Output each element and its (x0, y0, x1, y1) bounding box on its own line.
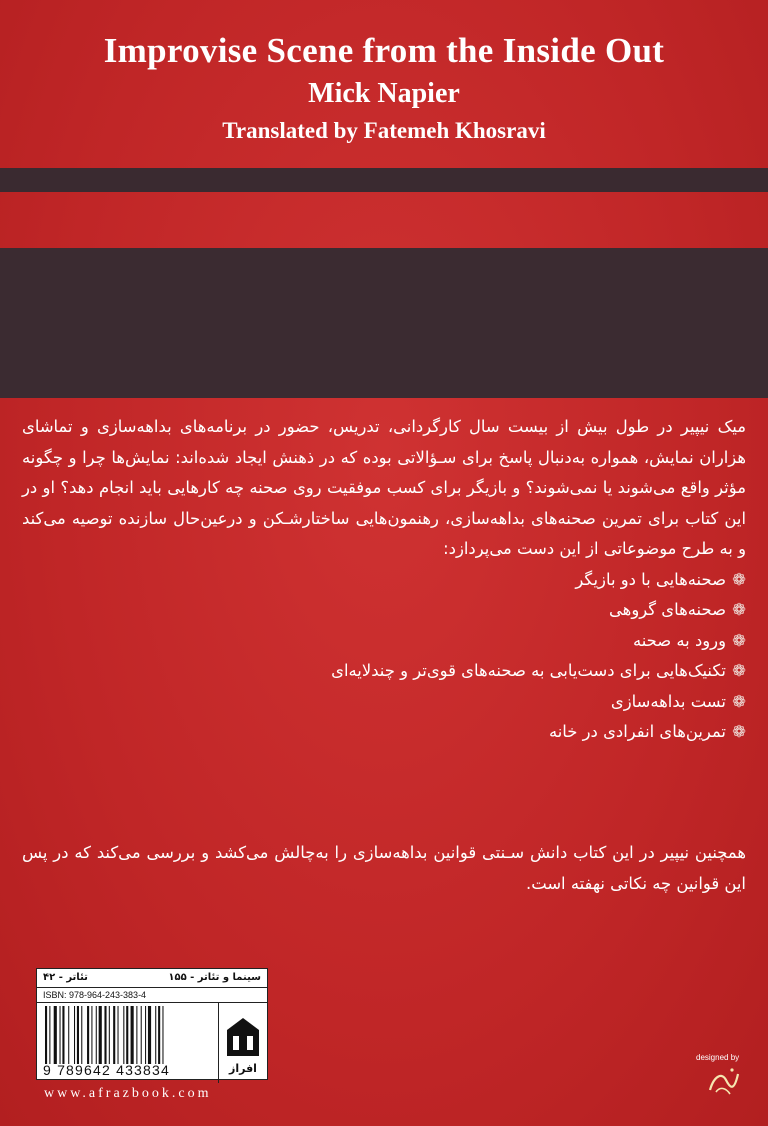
book-title: Improvise Scene from the Inside Out (103, 31, 665, 70)
series-label: سینما و تئاتر - ۱۵۵ (168, 972, 261, 983)
blurb-intro: میک نیپیر در طول بیش از بیست سال کارگردانی، تدریس، حضور در برنامه‌های بداهه‌سازی و تماشای هزاران نمایش، همواره به‌دنبال پاسخ برای سـؤالاتی بوده که در ذهنش ایجاد شده‌اند: نمایش‌ها چرا و چگونه مؤثر واقع می‌شوند یا نمی‌شوند؟ و بازیگر برای کسب موفقیت روی صحنه چه کارهایی باید انجام دهد؟ او در این کتاب برای تمرین صحنه‌های بداهه‌سازی، رهنمون‌هایی ساختارشـکن و درعین‌حال سازنده توصیه می‌کند و به طرح موضوعاتی از این دست می‌پردازد: (22, 417, 746, 558)
publisher-logo-text: افراز (229, 1062, 257, 1075)
designed-by-label: designed by (696, 1053, 740, 1062)
decorative-stripe-wide (0, 248, 768, 398)
isbn-text: ISBN: 978-964-243-383-4 (37, 988, 267, 1003)
closing-paragraph: همچنین نیپیر در این کتاب دانش سـنتی قوانین بداهه‌سازی را به‌چالش می‌کشد و بررسی می‌کند که در پس این قوانین چه نکاتی نهفته است. (22, 843, 746, 893)
flower-bullet-icon: ❁ (732, 569, 746, 589)
subseries-label: تئاتر - ۴۲ (43, 972, 88, 983)
barcode-bars-area (37, 1003, 218, 1083)
author-name: Mick Napier (308, 78, 460, 109)
flower-bullet-icon: ❁ (732, 630, 746, 650)
barcode-digits: 9 789642 433834 (43, 1062, 170, 1078)
flower-bullet-icon: ❁ (732, 722, 746, 741)
publisher-logo (218, 1003, 267, 1083)
blurb-closing (22, 838, 746, 899)
list-item: ❁صحنه‌هایی با دو بازیگر (22, 565, 746, 596)
title-block (0, 28, 768, 148)
list-item: ❁ورود به صحنه (22, 626, 746, 657)
designer-signature-icon (704, 1062, 744, 1102)
barcode-icon (43, 1006, 203, 1064)
series-row (37, 969, 267, 988)
flower-bullet-icon: ❁ (732, 691, 746, 711)
barcode-main (37, 1003, 267, 1083)
list-item: ❁تست بداهه‌سازی (22, 687, 746, 718)
publisher-website: www.afrazbook.com (44, 1086, 212, 1101)
publisher-logo-icon (223, 1008, 263, 1078)
barcode-box (36, 968, 268, 1080)
blurb (22, 412, 746, 748)
flower-bullet-icon: ❁ (732, 600, 746, 619)
list-item: ❁تمرین‌های انفرادی در خانه (22, 717, 746, 748)
topic-list (22, 565, 746, 748)
decorative-stripe-thin (0, 168, 768, 192)
translator-credit: Translated by Fatemeh Khosravi (222, 118, 546, 143)
flower-bullet-icon: ❁ (732, 661, 746, 680)
list-item: ❁تکنیک‌هایی برای دست‌یابی به صحنه‌های قوی‌تر و چندلایه‌ای (22, 656, 746, 687)
list-item: ❁صحنه‌های گروهی (22, 595, 746, 626)
